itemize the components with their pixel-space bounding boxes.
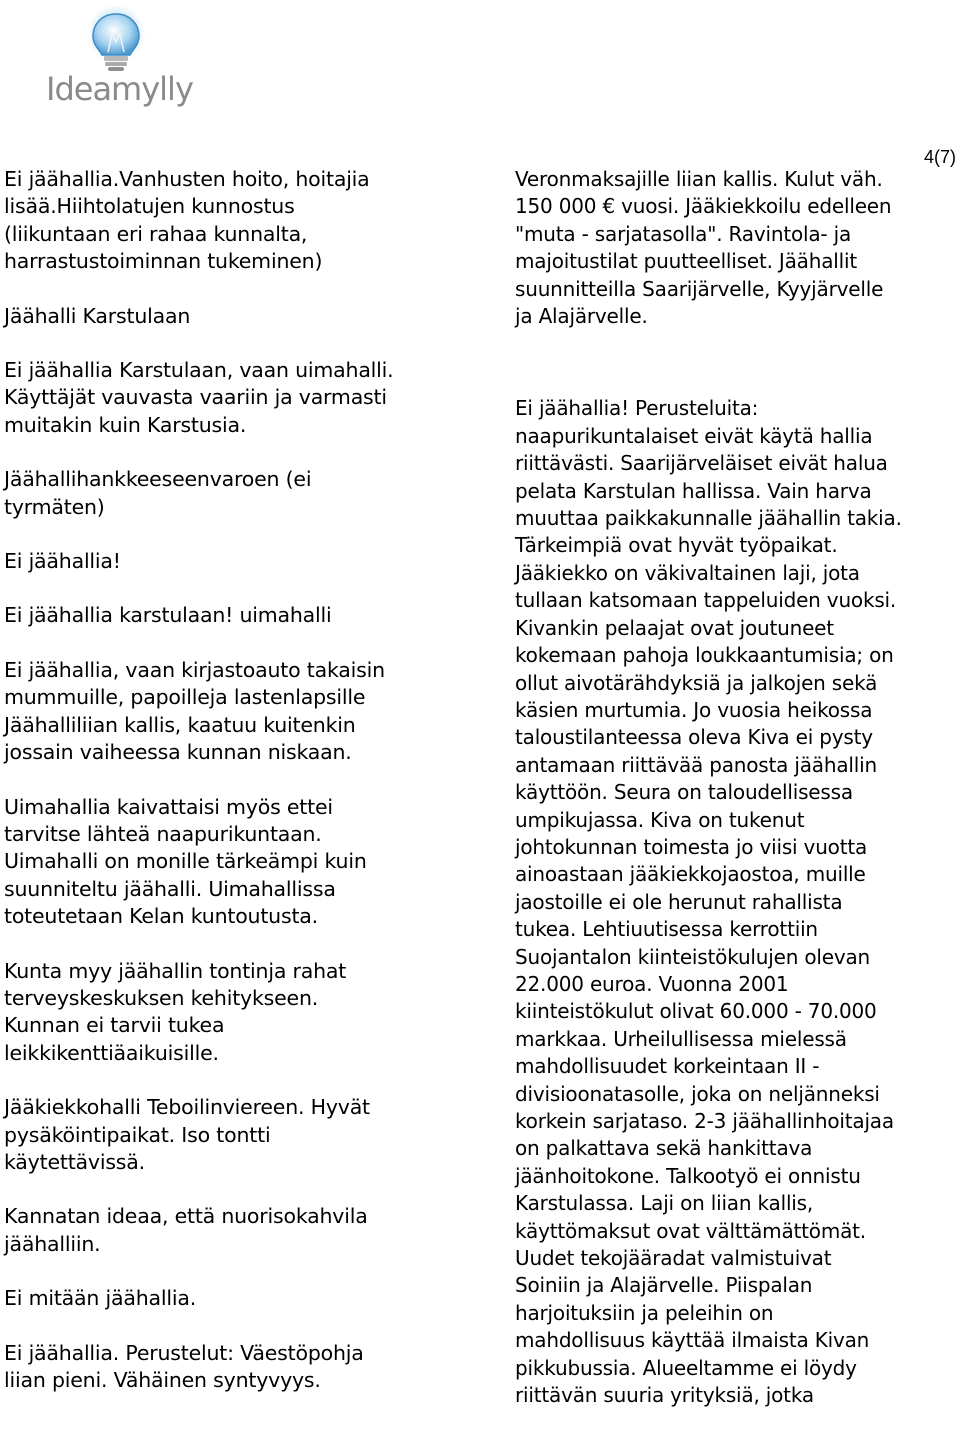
right-column [515,166,960,1409]
comment-14: Veronmaksajille liian kallis. Kulut väh. 150 000 € vuosi. Jääkiekkoilu edelleen "muta - sarjatasolla". Ravintola- ja majoitustilat puutteelliset. Jäähallit suunnitteilla Saarijärvelle, Kyyjärvelle ja Alajärvelle. [515,167,892,329]
comment-10: Jääkiekkohalli Teboilinviereen. Hyvät pysäköintipaikat. Iso tontti käytettävissä. [4,1095,370,1174]
page-number: 4(7) [923,147,956,167]
comment-7: Ei jäähallia, vaan kirjastoauto takaisin mummuille, papoilleja lastenlapsille Jäähalliliian kallis, kaatuu kuitenkin jossain vaiheessa kunnan niskaan. [4,657,385,765]
comment-4: Jäähallihankkeeseenvaroen (ei tyrmäten) [4,467,312,519]
comment-13: Ei jäähallia. Perustelut: Väestöpohja liian pieni. Vähäinen syntyvyys. [4,1340,364,1392]
logo-text: Ideamylly [46,70,193,108]
ideamylly-logo [46,6,193,110]
comment-1: Ei jäähallia.Vanhusten hoito, hoitajia lisää.Hiihtolatujen kunnostus (liikuntaan eri rahaa kunnalta, harrastustoiminnan tukeminen) [4,167,370,274]
comment-6: Ei jäähallia karstulaan! uimahalli [4,603,332,628]
comment-9: Kunta myy jäähallin tontinja rahat terveyskeskuksen kehitykseen. Kunnan ei tarvii tukea leikkikenttiäaikuisille. [4,958,347,1065]
comment-12: Ei mitään jäähallia. [4,1286,197,1311]
comment-15: Ei jäähallia! Perusteluita: naapurikuntalaiset eivät käytä hallia riittävästi. Saarijärveläiset eivät halua pelata Karstulan hallissa. Vain harva muuttaa paikkakunnalle jäähallin takia. Tärkeimpiä ovat hyvät työpaikat. Jääkiekko on väkivaltainen laji, jota tullaan katsomaan tappeluiden vuoksi. Kivankin pelaajat ovat joutuneet kokemaan pahoja loukkaantumisia; on ollut aivotärähdyksiä ja jalkojen sekä käsien murtumia. Jo vuosia heikossa taloustilanteessa oleva Kiva ei pysty antamaan riittävää panosta jäähallin käyttöön. Seura on taloudellisessa umpikujassa. Kiva on tukenut johtokunnan toimesta jo viisi vuotta ainoastaan jääkiekkojaostoa, muille jaostoille ei ole herunut rahallista tukea. Lehtiuutisessa kerrottiin Suojantalon kiinteistökulujen olevan 22.000 euroa. Vuonna 2001 kiinteistökulut olivat 60.000 - 70.000 markkaa. Urheilullisessa mielessä mahdollisuudet korkeintaan II - divisioonatasolle, joka on neljänneksi korkein sarjataso. 2-3 jäähallinhoitajaa on palkattava sekä hankittava jäänhoitokone. Talkootyö ei onnistu Karstulassa. Laji on liian kallis, käyttömaksut ovat välttämättömät. Uudet tekojääradat valmistuivat Soiniin ja Alajärvelle. Piispalan harjoituksiin ja peleihin on mahdollisuus käyttää ilmaista Kivan pikkubussia. Alueeltamme ei löydy riittävän suuria yrityksiä, jotka [515,396,902,1408]
left-column [4,166,474,1394]
comment-5: Ei jäähallia! [4,549,121,574]
lightbulb-icon [46,6,186,76]
comment-11: Kannatan ideaa, että nuorisokahvila jäähalliin. [4,1204,368,1256]
comment-8: Uimahallia kaivattaisi myös ettei tarvitse lähteä naapurikuntaan. Uimahalli on monille tärkeämpi kuin suunniteltu jäähalli. Uimahallissa toteutetaan Kelan kuntoutusta. [4,794,367,929]
comment-3: Ei jäähallia Karstulaan, vaan uimahalli. Käyttäjät vauvasta vaariin ja varmasti muitakin kuin Karstusia. [4,358,394,437]
comment-2: Jäähalli Karstulaan [4,303,191,328]
